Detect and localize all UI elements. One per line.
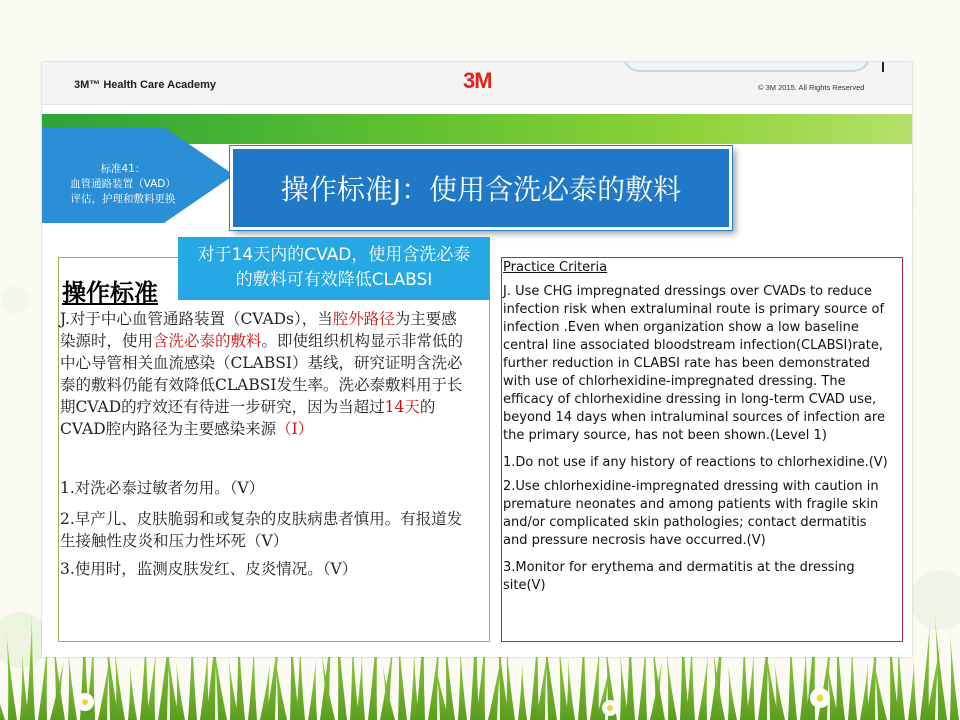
grass-blade: [950, 630, 959, 720]
academy-name: 3M™ Health Care Academy: [74, 79, 217, 91]
callout-line1: 对于14天内的CVAD，使用含洗必泰: [197, 245, 471, 265]
para-text: J.对于中心血管通路装置（CVADs），当: [60, 310, 333, 328]
callout-box: [178, 237, 490, 300]
english-item-3: 3.Monitor for erythema and dermatitis at the dressing site(V): [503, 560, 855, 593]
grass-blade: [0, 665, 5, 720]
logo-3m: 3M: [463, 68, 492, 93]
slide: [42, 62, 912, 657]
grass-blade: [68, 646, 77, 720]
grass-blade: [934, 607, 947, 720]
standard-label-line2: 血管通路装置（VAD）: [70, 178, 176, 190]
para-text: 的CVAD腔内路径为主要感染来源: [60, 398, 436, 438]
grass-blade: [728, 664, 737, 720]
para-highlight: 14天: [384, 398, 420, 416]
grass-blade: [6, 628, 17, 720]
para-highlight: 含洗必泰的敷料: [153, 332, 262, 350]
grass-blade: [698, 655, 708, 720]
english-heading: Practice Criteria: [503, 260, 608, 275]
english-criteria-paragraph: J. Use CHG impregnated dressings over CVADs to reduce infection risk when extraluminal route is primary source of infection .Even when organization show a low baseline central line associated bloodstream infection(CLABSI)rate, further reduction in CLABSI rate has been demonstrated with use of chlorhexidine-impregnated dressing. The efficacy of chlorhexidine dressing in long-term CVAD use, beyond 14 days when intraluminal sources of infection are the primary source, has not been shown.(Level 1): [503, 284, 885, 443]
grass-blade: [920, 621, 930, 720]
copyright-text: © 3M 2015. All Rights Reserved: [758, 83, 865, 92]
chinese-item-3: 3.使用时，监测皮肤发红、皮炎情况。（V）: [60, 560, 358, 578]
standard-label: [48, 162, 198, 207]
grass-blade: [176, 659, 185, 720]
grass-blade: [666, 646, 677, 720]
chinese-heading: 操作标准: [62, 278, 158, 307]
para-highlight: 腔外路径: [332, 310, 395, 328]
grass-blade: [308, 658, 317, 720]
para-text: 。即使组织机构显示非常低的中心导管相关血流感染（CLABSI）基线，研究证明含洗必泰的敷料仍能有效降低CLABSI发生率。洗必泰敷料用于长期CVAD的疗效还有待进一步研究，因为当超过: [60, 332, 464, 416]
english-item-1: 1.Do not use if any history of reactions to chlorhexidine.(V): [503, 455, 888, 470]
chinese-item-1: 1.对洗必泰过敏者勿用。（V）: [60, 479, 265, 497]
grass-blade: [566, 656, 575, 720]
grass-blade: [356, 653, 365, 720]
callout-line2: 的敷料可有效降低CLABSI: [235, 270, 433, 290]
grass-blade: [128, 664, 137, 720]
grass-blade: [908, 658, 917, 720]
standard-label-line1: 标准41：: [100, 163, 146, 175]
english-item-2: 2.Use chlorhexidine-impregnated dressing with caution in premature neonates and among patients with fragile skin and/or complicated skin pathologies; contact dermatitis and pressure necrosis have occurred.(V): [503, 479, 879, 548]
para-highlight: （I）: [276, 420, 314, 438]
grass-blade: [26, 614, 35, 720]
header-tick-mark: [882, 62, 884, 72]
slide-title-box: [230, 146, 732, 230]
chinese-item-2: 2.早产儿、皮肤脆弱和或复杂的皮肤病患者慎用。有报道发生接触性皮炎和压力性坏死（V）: [60, 510, 463, 550]
chinese-criteria-paragraph: [60, 308, 472, 440]
grass-blade: [518, 661, 527, 720]
slide-header: [42, 62, 912, 105]
slide-title: 操作标准J：使用含洗必泰的敷料: [280, 173, 682, 206]
para-text: 为主要感染源时，使用: [60, 310, 457, 350]
header-curve-decoration: [622, 62, 871, 72]
standard-label-line3: 评估，护理和敷料更换: [70, 193, 176, 205]
english-criteria-box: [501, 257, 903, 642]
callout-text: [178, 243, 490, 293]
chinese-criteria-box: [58, 257, 490, 642]
